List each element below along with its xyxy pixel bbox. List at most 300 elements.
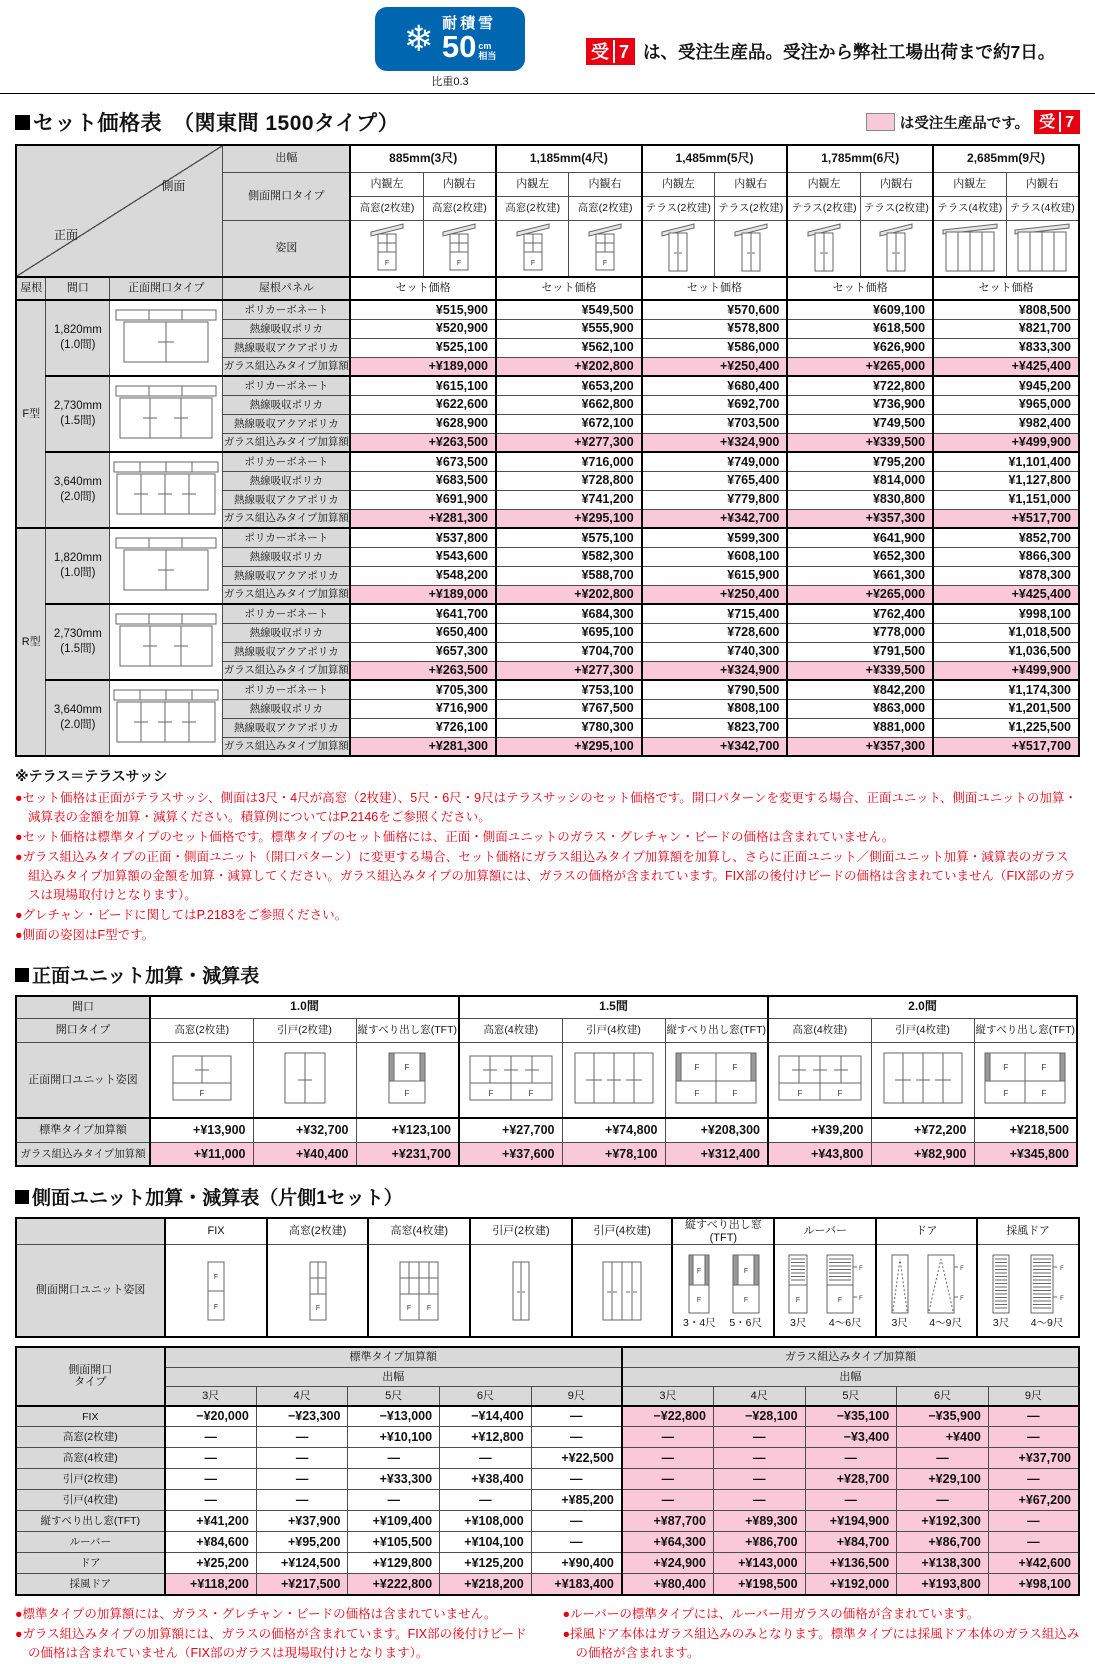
square-bullet-icon [15,1190,29,1204]
glass-value-cell: +¥84,700 [805,1532,897,1553]
standard-value-cell: — [256,1427,348,1448]
set-price-value-cell: +¥281,300 [350,509,496,528]
set-price-value-cell: ¥1,018,500 [933,623,1079,642]
front-tft-2-icon [665,1042,768,1118]
set-price-value-cell: ¥1,101,400 [933,452,1079,471]
side-diagram-cell [368,1245,470,1337]
tall-terrace-icon [860,220,933,277]
glass-value-cell: −¥22,800 [622,1406,714,1427]
set-price-value-cell: ¥1,201,500 [933,699,1079,718]
side-open-type-header-cell: 高窓(2枚建) [267,1218,369,1245]
standard-value-cell: +¥129,800 [348,1553,440,1574]
glass-value-cell: −¥35,100 [805,1406,897,1427]
set-price-value-cell: ¥525,100 [350,338,496,357]
svg-text:F: F [1060,1295,1064,1302]
side-diagram-cell [267,1245,369,1337]
snow-load-badge [375,7,525,71]
roof-panel-header-cell: 屋根パネル [223,277,350,300]
note-item: ●グレチャン・ビードに関してはP.2183をご参照ください。 [15,908,348,923]
shaku-sub-label: 4〜9尺 [929,1316,962,1329]
set-price-value-cell: ¥652,300 [787,547,933,566]
svg-text:F: F [213,1303,219,1311]
set-price-title-text: セット価格表 （関東間 1500タイプ） [33,112,400,135]
side-type-cell: テラス(2枚建) [715,196,788,220]
front-unit-table-title [15,961,1080,988]
ken-group-header-cell: 1.0間 [150,996,459,1018]
set-price-value-cell: ¥778,000 [787,623,933,642]
front-window-2panel-icon [110,528,223,604]
roof-panel-label-cell: 熱線吸収アクアポリカ [223,338,350,357]
standard-value-cell: +¥33,300 [348,1469,440,1490]
set-price-value-cell: ¥767,500 [496,699,642,718]
standard-value-cell: — [165,1427,257,1448]
side-highwindow-4-icon [397,1260,441,1322]
set-price-value-cell: +¥499,900 [933,433,1079,452]
set-price-value-cell: ¥728,600 [642,623,788,642]
side-open-type-header-cell: 引戸(4枚建) [572,1218,673,1245]
side-open-type-label-cell [16,1347,165,1406]
set-price-value-cell: ¥842,200 [787,680,933,699]
roof-panel-label-cell: ガラス組込みタイプ加算額 [223,357,350,376]
shaku-header-cell: 9尺 [531,1387,622,1406]
side-type-cell: テラス(2枚建) [860,196,933,220]
svg-text:F: F [859,1295,864,1302]
glass-value-cell: — [622,1427,714,1448]
set-price-value-cell: ¥653,200 [496,376,642,395]
set-price-value-cell: +¥202,800 [496,357,642,376]
glass-value-cell: +¥136,500 [805,1553,897,1574]
glass-value-cell: +¥28,700 [805,1469,897,1490]
side-row-label-cell: 高窓(2枚建) [16,1427,165,1448]
set-price-value-cell: ¥672,100 [496,414,642,433]
set-price-value-cell: +¥342,700 [642,737,788,756]
side-windoor-small-icon [988,1253,1014,1329]
set-price-value-cell: +¥277,300 [496,661,642,680]
open-type-cell: 引戸(2枚建) [253,1018,356,1042]
glass-value-cell: — [622,1469,714,1490]
set-price-value-cell: ¥715,400 [642,604,788,623]
roof-panel-label-cell: ガラス組込みタイプ加算額 [223,509,350,528]
standard-add-value-cell: +¥27,700 [459,1118,562,1142]
note-item: ●ルーバーの標準タイプには、ルーバー用ガラスの価格が含まれています。 [562,1606,980,1621]
glass-value-cell: — [713,1469,805,1490]
set-price-value-cell: ¥1,127,800 [933,471,1079,490]
set-price-value-cell: ¥1,225,500 [933,718,1079,737]
side-diagram-cell [165,1245,267,1337]
set-price-value-cell: +¥339,500 [787,433,933,452]
side-unit-table-title [15,1183,1080,1210]
roof-panel-label-cell: ポリカーボネート [223,680,350,699]
standard-value-cell: +¥22,500 [531,1448,622,1469]
set-price-value-cell: ¥814,000 [787,471,933,490]
svg-text:F: F [694,1063,700,1073]
glass-value-cell: — [713,1427,805,1448]
set-price-value-cell: ¥615,900 [642,566,788,585]
set-price-value-cell: ¥588,700 [496,566,642,585]
standard-value-cell: +¥218,200 [440,1574,532,1595]
standard-value-cell: +¥85,200 [531,1490,622,1511]
glass-value-cell: +¥98,100 [988,1574,1079,1595]
front-unit-title-text: 正面ユニット加算・減算表 [32,966,260,988]
side-diagram-cell [572,1245,673,1337]
set-price-value-cell: ¥609,100 [787,300,933,319]
set-price-value-cell: ¥780,300 [496,718,642,737]
standard-value-cell: +¥222,800 [348,1574,440,1595]
glass-value-cell: +¥89,300 [713,1511,805,1532]
order-badge-right: 7 [619,42,630,62]
side-diagram-cell [672,1245,774,1337]
shaku-header-cell: 3尺 [165,1387,257,1406]
open-type-header-cell: 開口タイプ [16,1018,150,1042]
glass-value-cell: +¥80,400 [622,1574,714,1595]
set-price-value-cell: ¥808,500 [933,300,1079,319]
side-notes-right [563,1604,1081,1664]
glass-value-cell: — [897,1448,989,1469]
set-price-value-cell: ¥716,900 [350,699,496,718]
front-window-4panel-icon [110,452,223,528]
svg-text:F: F [732,1089,738,1099]
set-price-value-cell: ¥626,900 [787,338,933,357]
standard-value-cell: −¥14,400 [440,1406,532,1427]
set-price-value-cell: ¥680,400 [642,376,788,395]
glass-add-value-cell: +¥345,800 [974,1142,1077,1166]
open-type-cell: 高窓(2枚建) [150,1018,253,1042]
set-price-value-cell: ¥749,500 [787,414,933,433]
svg-text:F: F [743,1296,748,1304]
svg-text:F: F [694,1089,700,1099]
maguchi-cell [46,376,110,452]
svg-text:F: F [838,1296,843,1304]
set-price-value-cell: ¥673,500 [350,452,496,471]
maguchi-ken: (2.0間) [60,491,96,504]
set-price-value-cell: +¥342,700 [642,509,788,528]
roof-panel-label-cell: 熱線吸収アクアポリカ [223,718,350,737]
side-open-type-header-cell: 高窓(4枚建) [368,1218,470,1245]
roof-panel-label-cell: 熱線吸収ポリカ [223,395,350,414]
roof-panel-label-cell: ポリカーボネート [223,528,350,547]
set-price-value-cell: +¥265,000 [787,357,933,376]
set-price-value-cell: ¥570,600 [642,300,788,319]
wide-terrace4-icon [1006,220,1079,277]
side-open-type-header-cell: FIX [165,1218,267,1245]
standard-add-value-cell: +¥208,300 [665,1118,768,1142]
shaku-header-cell: 6尺 [897,1387,989,1406]
tall-terrace-icon [715,220,788,277]
set-price-value-cell: ¥790,500 [642,680,788,699]
set-price-value-cell: ¥762,400 [787,604,933,623]
set-price-value-cell: ¥823,700 [642,718,788,737]
glass-value-cell: — [622,1448,714,1469]
svg-text:F: F [797,1089,803,1099]
front-tft-2-icon [974,1042,1077,1118]
set-price-value-cell: ¥661,300 [787,566,933,585]
shaku-sub-label: 5・6尺 [729,1316,763,1329]
glass-value-cell: — [988,1469,1079,1490]
snow-badge-text [442,16,497,62]
glass-add-value-cell: +¥40,400 [253,1142,356,1166]
set-price-value-cell: ¥548,200 [350,566,496,585]
glass-value-cell: — [988,1427,1079,1448]
side-open-type-line2: タイプ [74,1376,107,1389]
set-price-value-cell: ¥1,036,500 [933,642,1079,661]
set-price-value-cell: ¥549,500 [496,300,642,319]
open-type-cell: 縦すべり出し窓(TFT) [356,1018,459,1042]
side-unit-title-text: 側面ユニット加算・減算表（片側1セット） [32,1188,403,1210]
order-badge-right: 7 [1065,114,1074,131]
svg-text:F: F [404,1089,410,1099]
shaku-sub-label: 4〜6尺 [828,1316,862,1329]
set-price-value-cell: ¥1,174,300 [933,680,1079,699]
standard-value-cell: +¥41,200 [165,1511,257,1532]
glass-value-cell: — [805,1448,897,1469]
glass-value-cell: −¥28,100 [713,1406,805,1427]
set-price-value-cell: ¥586,000 [642,338,788,357]
side-hikido-4-icon [600,1260,644,1322]
view-side-cell: 内観右 [715,172,788,196]
set-price-value-cell: +¥265,000 [787,585,933,604]
standard-add-label-cell: 標準タイプ加算額 [16,1118,150,1142]
glass-add-value-cell: +¥82,900 [871,1142,974,1166]
svg-text:F: F [1060,1265,1064,1272]
roof-panel-label-cell: 熱線吸収ポリカ [223,623,350,642]
set-price-value-cell: ¥543,600 [350,547,496,566]
glass-value-cell: −¥35,900 [897,1406,989,1427]
front-window-4panel-icon [110,680,223,756]
svg-text:F: F [404,1063,410,1073]
glass-value-cell: +¥42,600 [988,1553,1079,1574]
set-price-value-cell: ¥650,400 [350,623,496,642]
svg-text:F: F [959,1265,964,1272]
standard-value-cell: — [531,1406,622,1427]
set-price-value-cell: +¥324,900 [642,661,788,680]
square-bullet-icon [15,115,30,130]
snow-badge-unit-bottom: 相当 [478,51,497,62]
side-notes-left [15,1604,533,1664]
svg-text:F: F [213,1273,219,1281]
glass-value-cell: +¥24,900 [622,1553,714,1574]
glass-value-cell: — [897,1490,989,1511]
set-price-value-cell: ¥515,900 [350,300,496,319]
roof-panel-label-cell: ポリカーボネート [223,452,350,471]
set-price-value-cell: ¥830,800 [787,490,933,509]
glass-value-cell: +¥192,000 [805,1574,897,1595]
svg-text:F: F [1003,1063,1009,1073]
set-price-value-cell: ¥741,200 [496,490,642,509]
made-to-order-legend [866,110,1080,134]
glass-add-value-cell: +¥11,000 [150,1142,253,1166]
set-price-value-cell: ¥881,000 [787,718,933,737]
note-item: ●ガラス組込みタイプの加算額には、ガラスの価格が含まれています。FIX部の後付けビードの価格は含まれていません（FIX部のガラスは現場取付けとなります）。 [15,1626,527,1660]
set-price-value-cell: ¥684,300 [496,604,642,623]
standard-add-value-cell: +¥72,200 [871,1118,974,1142]
standard-add-value-cell: +¥218,500 [974,1118,1077,1142]
view-side-cell: 内観右 [860,172,933,196]
standard-value-cell: — [531,1427,622,1448]
set-price-header-cell: セット価格 [642,277,788,300]
svg-text:F: F [457,259,462,267]
side-row-label-cell: ルーバー [16,1532,165,1553]
set-price-value-cell: ¥728,800 [496,471,642,490]
snow-badge-unit-top: cm [478,41,492,52]
square-bullet-icon [15,968,29,982]
tall-terrace-icon [787,220,860,277]
roof-panel-label-cell: 熱線吸収ポリカ [223,547,350,566]
tall-terrace-icon [642,220,715,277]
standard-value-cell: −¥13,000 [348,1406,440,1427]
shaku-sub-label: 4〜9尺 [1030,1316,1064,1329]
svg-text:F: F [732,1063,738,1073]
set-price-value-cell: ¥740,300 [642,642,788,661]
set-price-value-cell: +¥324,900 [642,433,788,452]
svg-text:F: F [407,1304,412,1312]
set-price-header-cell: セット価格 [350,277,496,300]
open-type-cell: 縦すべり出し窓(TFT) [665,1018,768,1042]
set-price-value-cell: +¥295,100 [496,737,642,756]
shaku-header-cell: 9尺 [988,1387,1079,1406]
maguchi-ken: (1.0間) [60,567,96,580]
front-sugata-header-cell: 正面開口ユニット姿図 [16,1042,150,1118]
set-price-value-cell: ¥695,100 [496,623,642,642]
set-price-table [15,144,1080,757]
svg-text:F: F [1041,1089,1047,1099]
maguchi-header-cell: 間口 [46,277,110,300]
top-header-bar [0,0,1095,94]
roof-panel-label-cell: 熱線吸収アクアポリカ [223,490,350,509]
set-price-value-cell: ¥555,900 [496,319,642,338]
side-unit-diagram-table [15,1217,1080,1338]
note-item: ●ガラス組込みタイプの正面・側面ユニット（開口パターン）に変更する場合、セット価格にガラス組込みタイプ加算額を加算し、さらに正面ユニット／側面ユニット加算・減算表のガラス組込みタイプ加算額の金額を加算・減算してください。ガラス組込みタイプの加算額には、ガラスの価格が含まれています。FIX部の後付けビードの価格は含まれていません（FIX部のガラスは現場取付けとなります）。 [15,850,1076,903]
snow-badge-value: 50 [441,29,477,64]
maguchi-value: 3,640mm [53,704,102,717]
svg-text:F: F [528,1089,534,1099]
maguchi-cell [46,604,110,680]
side-row-label-cell: FIX [16,1406,165,1427]
set-price-value-cell: ¥615,100 [350,376,496,395]
shaku-header-cell: 6尺 [440,1387,532,1406]
standard-value-cell: +¥104,100 [440,1532,532,1553]
view-side-cell: 内観左 [350,172,423,196]
glass-value-cell: +¥37,700 [988,1448,1079,1469]
note-item: ●側面の姿図はF型です。 [15,928,155,943]
debaba-header-cell: 出幅 [622,1368,1079,1387]
set-price-value-cell: +¥339,500 [787,661,933,680]
legend-text: は受注生産品です。 [899,115,1030,132]
side-open-type-header-cell: 引戸(2枚建) [470,1218,572,1245]
set-price-value-cell: ¥641,900 [787,528,933,547]
glass-value-cell: — [988,1511,1079,1532]
order-badge-left: 受 [1039,114,1056,131]
front-highwindow-4-icon [459,1042,562,1118]
glass-add-value-cell: +¥78,100 [562,1142,665,1166]
snowflake-icon: ❄ [403,18,434,59]
shaku-header-cell: 4尺 [713,1387,805,1406]
set-price-value-cell: ¥716,000 [496,452,642,471]
set-price-value-cell: ¥537,800 [350,528,496,547]
width-header-cell: 1,785mm(6尺) [787,145,933,172]
side-diagram-cell [977,1245,1079,1337]
roof-panel-label-cell: ポリカーボネート [223,300,350,319]
svg-text:F: F [859,1265,864,1272]
set-price-value-cell: ¥608,100 [642,547,788,566]
set-price-value-cell: ¥578,800 [642,319,788,338]
roof-type-cell: F型 [16,300,46,528]
side-open-type-header-cell: 採風ドア [977,1218,1079,1245]
svg-text:F: F [530,259,535,267]
glass-value-cell: +¥192,300 [897,1511,989,1532]
glass-value-cell: +¥67,200 [988,1490,1079,1511]
set-price-value-cell: ¥779,800 [642,490,788,509]
maguchi-value: 2,730mm [53,400,102,413]
set-price-value-cell: +¥189,000 [350,357,496,376]
roof-type-cell: R型 [16,528,46,756]
set-price-value-cell: ¥795,200 [787,452,933,471]
set-price-notes [15,789,1080,945]
set-price-value-cell: +¥357,300 [787,509,933,528]
glass-value-cell: +¥29,100 [897,1469,989,1490]
glass-value-cell: +¥86,700 [897,1532,989,1553]
side-highwindow-2-icon [305,1260,331,1322]
standard-value-cell: — [165,1448,257,1469]
side-diagram-cell [876,1245,977,1337]
set-price-value-cell: +¥517,700 [933,509,1079,528]
set-price-value-cell: ¥998,100 [933,604,1079,623]
set-price-value-cell: ¥662,800 [496,395,642,414]
side-tft-small-icon [683,1253,716,1329]
side-louver-small-icon [784,1253,812,1329]
view-side-cell: 内観左 [933,172,1006,196]
side-door-large-icon [925,1253,967,1329]
svg-text:F: F [697,1267,702,1275]
side-type-cell: テラス(2枚建) [642,196,715,220]
standard-value-cell: +¥118,200 [165,1574,257,1595]
note-item: ●セット価格は標準タイプのセット価格です。標準タイプのセット価格には、正面・側面ユニットのガラス・グレチャン・ビードの価格は含まれていません。 [15,830,895,845]
standard-value-cell: −¥20,000 [165,1406,257,1427]
tall-highwindow-icon [496,220,569,277]
width-header-cell: 2,685mm(9尺) [933,145,1079,172]
set-price-value-cell: ¥736,900 [787,395,933,414]
set-price-value-cell: ¥703,500 [642,414,788,433]
svg-text:F: F [743,1267,748,1275]
set-price-value-cell: ¥765,400 [642,471,788,490]
order-note-text: は、受注生産品。受注から弊社工場出荷まで約7日。 [643,42,1056,62]
front-window-2panel-icon [110,300,223,376]
terrace-footnote: ※テラス＝テラスサッシ [15,768,168,785]
side-unit-notes [15,1604,1080,1664]
view-side-cell: 内観右 [569,172,642,196]
side-type-cell: 高窓(2枚建) [423,196,496,220]
set-price-value-cell: ¥808,100 [642,699,788,718]
standard-value-cell: — [165,1469,257,1490]
front-hikido-2-icon [253,1042,356,1118]
roof-panel-label-cell: 熱線吸収ポリカ [223,699,350,718]
tall-highwindow-icon [423,220,496,277]
standard-value-cell: — [440,1448,532,1469]
debaba-header-cell: 出幅 [223,145,350,172]
set-price-value-cell: +¥277,300 [496,433,642,452]
open-type-cell: 引戸(4枚建) [871,1018,974,1042]
set-price-value-cell: ¥1,151,000 [933,490,1079,509]
corner-side-label: 側面 [161,178,186,193]
debaba-header-cell: 出幅 [165,1368,622,1387]
set-price-value-cell: ¥965,000 [933,395,1079,414]
standard-value-cell: — [256,1469,348,1490]
shaku-sub-label: 3尺 [790,1316,807,1329]
set-price-value-cell: +¥281,300 [350,737,496,756]
side-diagram-cell [470,1245,572,1337]
svg-text:F: F [1003,1089,1009,1099]
set-price-value-cell: +¥263,500 [350,661,496,680]
pink-swatch-icon [866,113,895,131]
